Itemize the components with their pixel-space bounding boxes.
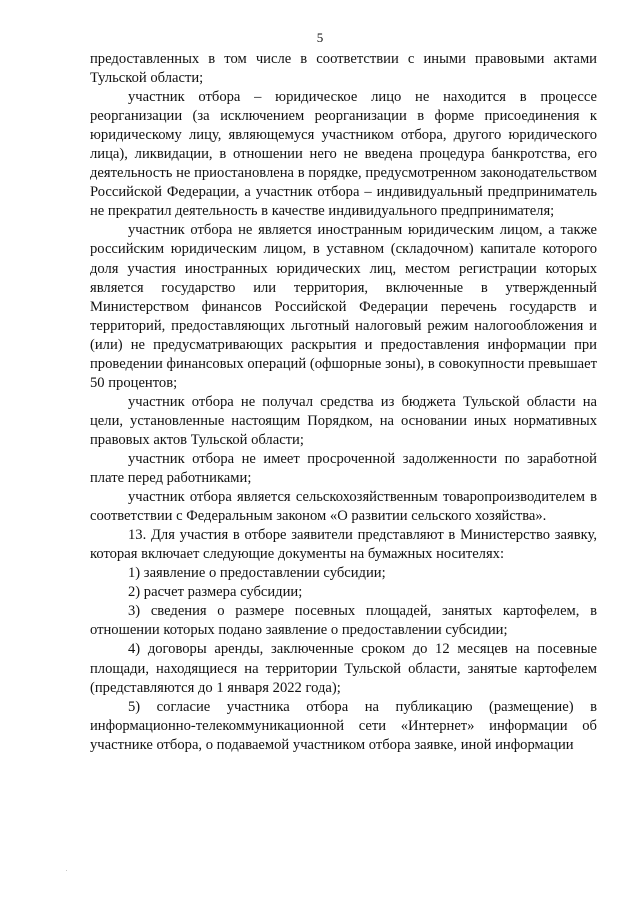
document-body <box>90 50 597 755</box>
list-item-subsidy-calculation: 2) расчет размера субсидии; <box>128 584 303 601</box>
paragraph-not-foreign-entity: участник отбора не является иностранным юридическим лицом, а также российским юридическим лицом, в уставном (складочном) капитале которого доля участия иностранных юридических лиц, местом регистрации которых является государство или территория, включенные в утвержденный Министерством финансов Российской Федерации перечень государств и территорий, предоставляющих льготный налоговый режим налогообложения и (или) не предусматривающих раскрытия и предоставления информации при проведении финансовых операций (офшорные зоны), в совокупности превышает 50 процентов; <box>90 222 597 391</box>
paragraph-no-wage-arrears: участник отбора не имеет просроченной задолженности по заработной плате перед работниками; <box>90 450 597 487</box>
page-number: 5 <box>316 30 324 45</box>
scan-speck <box>66 870 67 871</box>
paragraph-not-reorganized: участник отбора – юридическое лицо не находится в процессе реорганизации (за исключением реорганизации в форме присоединения к юридическому лицу, являющемуся участником отбора, другого юридического лица), ликвидации, в отношении него не введена процедура банкротства, его деятельность не приостановлена в порядке, предусмотренном законодательством Российской Федерации, а участник отбора – индивидуальный предприниматель не прекратил деятельность в качестве индивидуального предпринимателя; <box>90 89 597 220</box>
list-item-sown-area-info: 3) сведения о размере посевных площадей, занятых картофелем, в отношении которых подано заявление о предоставлении субсидии; <box>90 603 597 639</box>
paragraph-section-13: 13. Для участия в отборе заявители представляют в Министерство заявку, которая включает следующие документы на бумажных носителях: <box>90 527 597 563</box>
paragraph-no-budget-funds: участник отбора не получал средства из бюджета Тульской области на цели, установленные настоящим Порядком, на основании иных нормативных правовых актов Тульской области; <box>90 393 597 448</box>
paragraph-continuation: предоставленных в том числе в соответствии с иными правовыми актами Тульской области; <box>90 51 597 87</box>
list-item-lease-agreements: 4) договоры аренды, заключенные сроком до 12 месяцев на посевные площади, находящиеся на территории Тульской области, занятые картофелем (представляются до 1 января 2022 года); <box>90 641 597 696</box>
list-item-application: 1) заявление о предоставлении субсидии; <box>128 565 386 582</box>
paragraph-agricultural-producer: участник отбора является сельскохозяйственным товаропроизводителем в соответствии с Федеральным законом «О развитии сельского хозяйства». <box>90 489 597 525</box>
list-item-publication-consent: 5) согласие участника отбора на публикацию (размещение) в информационно-телекоммуникационной сети «Интернет» информации об участнике отбора, о подаваемой участником отбора заявке, иной информации <box>90 698 597 753</box>
